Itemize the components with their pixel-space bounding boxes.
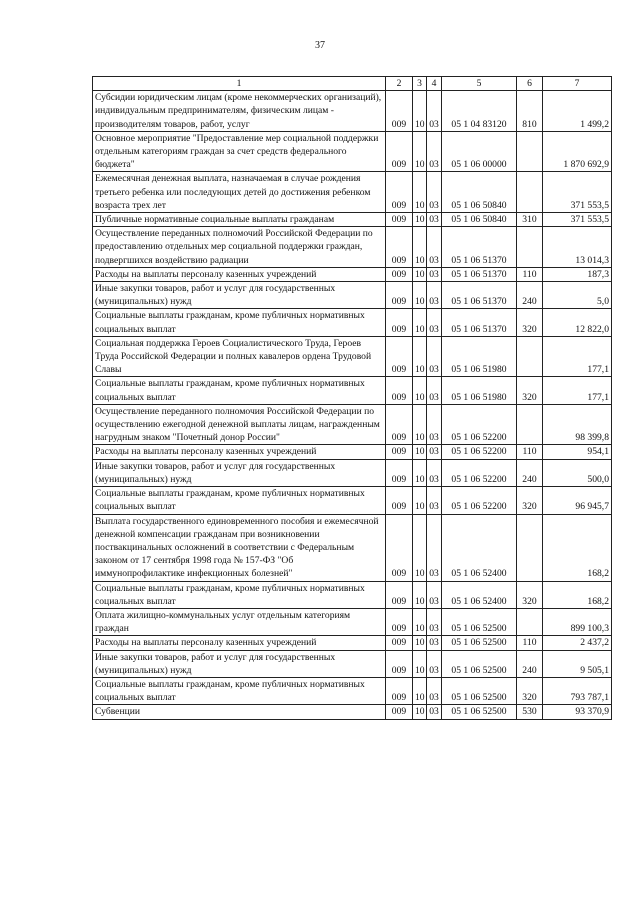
amount-cell: 793 787,1 — [543, 677, 612, 704]
table-row — [93, 459, 612, 486]
section-code-cell: 10 — [413, 336, 427, 377]
row-name-cell: Основное мероприятие "Предоставление мер социальной поддержки отдельным категориям граждан за счет средств федерального бюджета" — [93, 131, 386, 172]
table-row — [93, 608, 612, 635]
subsection-code-cell: 03 — [427, 91, 442, 132]
section-code-cell: 10 — [413, 581, 427, 608]
table-body — [93, 91, 612, 719]
table-header-row — [93, 77, 612, 91]
table-row — [93, 650, 612, 677]
expense-type-cell — [517, 608, 543, 635]
table-row — [93, 227, 612, 268]
section-code-cell: 10 — [413, 91, 427, 132]
target-article-cell: 05 1 06 52400 — [442, 514, 517, 581]
ministry-code-cell: 009 — [386, 131, 413, 172]
expense-type-cell: 240 — [517, 282, 543, 309]
section-code-cell: 10 — [413, 608, 427, 635]
row-name-cell: Социальные выплаты гражданам, кроме публичных нормативных социальных выплат — [93, 487, 386, 514]
subsection-code-cell: 03 — [427, 172, 442, 213]
expense-type-cell — [517, 227, 543, 268]
table-row — [93, 514, 612, 581]
ministry-code-cell: 009 — [386, 705, 413, 719]
ministry-code-cell: 009 — [386, 636, 413, 650]
expense-type-cell — [517, 336, 543, 377]
section-code-cell: 10 — [413, 459, 427, 486]
amount-cell: 98 399,8 — [543, 404, 612, 445]
expense-type-cell: 320 — [517, 581, 543, 608]
subsection-code-cell: 03 — [427, 377, 442, 404]
subsection-code-cell: 03 — [427, 459, 442, 486]
ministry-code-cell: 009 — [386, 227, 413, 268]
row-name-cell: Осуществление переданного полномочия Российской Федерации по осуществлению ежегодной денежной выплаты лицам, награжденным нагрудным знаком "Почетный донор России" — [93, 404, 386, 445]
amount-cell: 168,2 — [543, 514, 612, 581]
table-row — [93, 581, 612, 608]
amount-cell: 177,1 — [543, 377, 612, 404]
ministry-code-cell: 009 — [386, 213, 413, 227]
section-code-cell: 10 — [413, 282, 427, 309]
column-header: 5 — [442, 77, 517, 91]
amount-cell: 177,1 — [543, 336, 612, 377]
section-code-cell: 10 — [413, 487, 427, 514]
section-code-cell: 10 — [413, 705, 427, 719]
table-row — [93, 91, 612, 132]
row-name-cell: Оплата жилищно-коммунальных услуг отдельным категориям граждан — [93, 608, 386, 635]
ministry-code-cell: 009 — [386, 487, 413, 514]
ministry-code-cell: 009 — [386, 581, 413, 608]
amount-cell: 168,2 — [543, 581, 612, 608]
row-name-cell: Иные закупки товаров, работ и услуг для государственных (муниципальных) нужд — [93, 282, 386, 309]
table-row — [93, 445, 612, 459]
expense-type-cell: 110 — [517, 445, 543, 459]
ministry-code-cell: 009 — [386, 514, 413, 581]
target-article-cell: 05 1 06 51370 — [442, 309, 517, 336]
target-article-cell: 05 1 06 50840 — [442, 172, 517, 213]
target-article-cell: 05 1 06 00000 — [442, 131, 517, 172]
expense-type-cell: 110 — [517, 267, 543, 281]
target-article-cell: 05 1 06 51980 — [442, 336, 517, 377]
column-header: 4 — [427, 77, 442, 91]
table-row — [93, 705, 612, 719]
target-article-cell: 05 1 06 50840 — [442, 213, 517, 227]
target-article-cell: 05 1 06 52500 — [442, 650, 517, 677]
row-name-cell: Выплата государственного единовременного пособия и ежемесячной денежной компенсации гражданам при возникновении поствакцинальных осложнений в соответствии с Федеральным законом от 17 сентября 1998 года № 157-ФЗ "Об иммунопрофилактике инфекционных болезней" — [93, 514, 386, 581]
amount-cell: 2 437,2 — [543, 636, 612, 650]
table-row — [93, 282, 612, 309]
subsection-code-cell: 03 — [427, 487, 442, 514]
section-code-cell: 10 — [413, 404, 427, 445]
amount-cell: 371 553,5 — [543, 172, 612, 213]
amount-cell: 13 014,3 — [543, 227, 612, 268]
subsection-code-cell: 03 — [427, 131, 442, 172]
section-code-cell: 10 — [413, 650, 427, 677]
expense-type-cell — [517, 404, 543, 445]
ministry-code-cell: 009 — [386, 377, 413, 404]
target-article-cell: 05 1 06 52200 — [442, 459, 517, 486]
amount-cell: 371 553,5 — [543, 213, 612, 227]
section-code-cell: 10 — [413, 309, 427, 336]
amount-cell: 12 822,0 — [543, 309, 612, 336]
amount-cell: 5,0 — [543, 282, 612, 309]
subsection-code-cell: 03 — [427, 677, 442, 704]
expense-type-cell: 320 — [517, 677, 543, 704]
column-header: 7 — [543, 77, 612, 91]
amount-cell: 96 945,7 — [543, 487, 612, 514]
subsection-code-cell: 03 — [427, 267, 442, 281]
column-header: 6 — [517, 77, 543, 91]
ministry-code-cell: 009 — [386, 650, 413, 677]
subsection-code-cell: 03 — [427, 213, 442, 227]
subsection-code-cell: 03 — [427, 650, 442, 677]
expense-type-cell — [517, 514, 543, 581]
target-article-cell: 05 1 06 52500 — [442, 677, 517, 704]
table-row — [93, 309, 612, 336]
column-header: 1 — [93, 77, 386, 91]
subsection-code-cell: 03 — [427, 581, 442, 608]
table-row — [93, 172, 612, 213]
subsection-code-cell: 03 — [427, 608, 442, 635]
amount-cell: 9 505,1 — [543, 650, 612, 677]
target-article-cell: 05 1 06 51980 — [442, 377, 517, 404]
table-row — [93, 487, 612, 514]
ministry-code-cell: 009 — [386, 309, 413, 336]
section-code-cell: 10 — [413, 377, 427, 404]
amount-cell: 93 370,9 — [543, 705, 612, 719]
row-name-cell: Иные закупки товаров, работ и услуг для государственных (муниципальных) нужд — [93, 459, 386, 486]
amount-cell: 187,3 — [543, 267, 612, 281]
subsection-code-cell: 03 — [427, 514, 442, 581]
target-article-cell: 05 1 06 52200 — [442, 487, 517, 514]
row-name-cell: Расходы на выплаты персоналу казенных учреждений — [93, 636, 386, 650]
expense-type-cell: 320 — [517, 377, 543, 404]
budget-table — [92, 76, 612, 720]
section-code-cell: 10 — [413, 677, 427, 704]
expense-type-cell: 310 — [517, 213, 543, 227]
table-row — [93, 404, 612, 445]
target-article-cell: 05 1 06 52400 — [442, 581, 517, 608]
row-name-cell: Субвенции — [93, 705, 386, 719]
table-row — [93, 377, 612, 404]
subsection-code-cell: 03 — [427, 636, 442, 650]
target-article-cell: 05 1 06 52500 — [442, 608, 517, 635]
row-name-cell: Социальные выплаты гражданам, кроме публичных нормативных социальных выплат — [93, 581, 386, 608]
expense-type-cell: 530 — [517, 705, 543, 719]
ministry-code-cell: 009 — [386, 445, 413, 459]
target-article-cell: 05 1 06 52200 — [442, 404, 517, 445]
row-name-cell: Расходы на выплаты персоналу казенных учреждений — [93, 445, 386, 459]
ministry-code-cell: 009 — [386, 336, 413, 377]
row-name-cell: Социальные выплаты гражданам, кроме публичных нормативных социальных выплат — [93, 309, 386, 336]
ministry-code-cell: 009 — [386, 404, 413, 445]
target-article-cell: 05 1 06 52500 — [442, 636, 517, 650]
column-header: 3 — [413, 77, 427, 91]
section-code-cell: 10 — [413, 636, 427, 650]
subsection-code-cell: 03 — [427, 309, 442, 336]
target-article-cell: 05 1 06 52500 — [442, 705, 517, 719]
amount-cell: 1 870 692,9 — [543, 131, 612, 172]
section-code-cell: 10 — [413, 131, 427, 172]
ministry-code-cell: 009 — [386, 459, 413, 486]
section-code-cell: 10 — [413, 267, 427, 281]
column-header: 2 — [386, 77, 413, 91]
section-code-cell: 10 — [413, 445, 427, 459]
ministry-code-cell: 009 — [386, 172, 413, 213]
expense-type-cell: 810 — [517, 91, 543, 132]
section-code-cell: 10 — [413, 213, 427, 227]
table-row — [93, 677, 612, 704]
target-article-cell: 05 1 06 51370 — [442, 282, 517, 309]
row-name-cell: Расходы на выплаты персоналу казенных учреждений — [93, 267, 386, 281]
amount-cell: 500,0 — [543, 459, 612, 486]
table-row — [93, 336, 612, 377]
target-article-cell: 05 1 06 51370 — [442, 267, 517, 281]
table-row — [93, 267, 612, 281]
expense-type-cell: 240 — [517, 650, 543, 677]
row-name-cell: Социальные выплаты гражданам, кроме публичных нормативных социальных выплат — [93, 377, 386, 404]
row-name-cell: Публичные нормативные социальные выплаты гражданам — [93, 213, 386, 227]
target-article-cell: 05 1 06 51370 — [442, 227, 517, 268]
ministry-code-cell: 009 — [386, 608, 413, 635]
section-code-cell: 10 — [413, 227, 427, 268]
section-code-cell: 10 — [413, 514, 427, 581]
table-row — [93, 636, 612, 650]
subsection-code-cell: 03 — [427, 404, 442, 445]
subsection-code-cell: 03 — [427, 282, 442, 309]
target-article-cell: 05 1 06 52200 — [442, 445, 517, 459]
amount-cell: 899 100,3 — [543, 608, 612, 635]
row-name-cell: Осуществление переданных полномочий Российской Федерации по предоставлению отдельных мер социальной поддержки граждан, подвергшихся воздействию радиации — [93, 227, 386, 268]
amount-cell: 954,1 — [543, 445, 612, 459]
expense-type-cell — [517, 172, 543, 213]
ministry-code-cell: 009 — [386, 677, 413, 704]
row-name-cell: Социальные выплаты гражданам, кроме публичных нормативных социальных выплат — [93, 677, 386, 704]
ministry-code-cell: 009 — [386, 282, 413, 309]
row-name-cell: Социальная поддержка Героев Социалистического Труда, Героев Труда Российской Федерации и полных кавалеров ордена Трудовой Славы — [93, 336, 386, 377]
section-code-cell: 10 — [413, 172, 427, 213]
expense-type-cell: 320 — [517, 309, 543, 336]
expense-type-cell — [517, 131, 543, 172]
row-name-cell: Субсидии юридическим лицам (кроме некоммерческих организаций), индивидуальным предпринимателям, физическим лицам - производителям товаров, работ, услуг — [93, 91, 386, 132]
amount-cell: 1 499,2 — [543, 91, 612, 132]
row-name-cell: Ежемесячная денежная выплата, назначаемая в случае рождения третьего ребенка или последующих детей до достижения ребенком возраста трех лет — [93, 172, 386, 213]
subsection-code-cell: 03 — [427, 705, 442, 719]
expense-type-cell: 240 — [517, 459, 543, 486]
row-name-cell: Иные закупки товаров, работ и услуг для государственных (муниципальных) нужд — [93, 650, 386, 677]
subsection-code-cell: 03 — [427, 445, 442, 459]
page-number: 37 — [315, 40, 325, 51]
expense-type-cell: 320 — [517, 487, 543, 514]
target-article-cell: 05 1 04 83120 — [442, 91, 517, 132]
ministry-code-cell: 009 — [386, 267, 413, 281]
subsection-code-cell: 03 — [427, 227, 442, 268]
table-row — [93, 213, 612, 227]
table-row — [93, 131, 612, 172]
ministry-code-cell: 009 — [386, 91, 413, 132]
expense-type-cell: 110 — [517, 636, 543, 650]
subsection-code-cell: 03 — [427, 336, 442, 377]
